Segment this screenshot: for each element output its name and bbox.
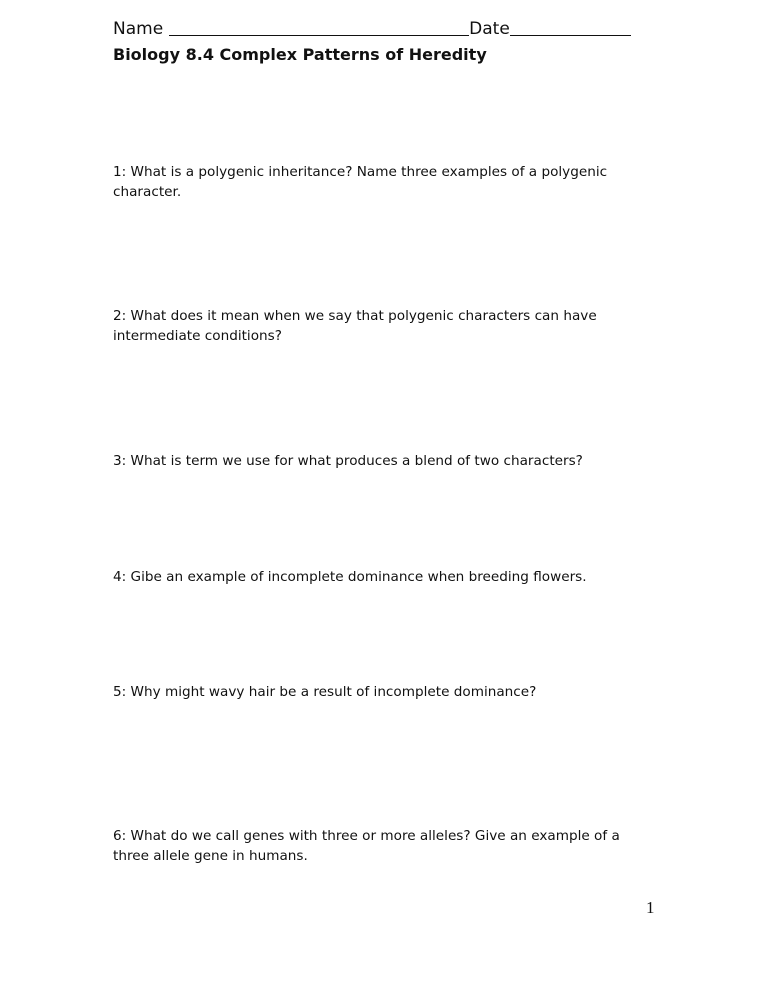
name-field[interactable] xyxy=(169,19,469,36)
question-5: 5: Why might wavy hair be a result of incomplete dominance? xyxy=(113,684,537,700)
question-3: 3: What is term we use for what produces a blend of two characters? xyxy=(113,453,583,469)
date-label: Date xyxy=(469,19,510,39)
date-field[interactable] xyxy=(510,19,631,36)
question-6: 6: What do we call genes with three or more alleles? Give an example of a three allele gene in humans. xyxy=(113,828,620,864)
question-4: 4: Gibe an example of incomplete dominance when breeding flowers. xyxy=(113,569,587,585)
page-number: 1 xyxy=(646,898,655,917)
worksheet-title: Biology 8.4 Complex Patterns of Heredity xyxy=(113,45,487,64)
question-1: 1: What is a polygenic inheritance? Name three examples of a polygenic character. xyxy=(113,164,608,200)
name-date-header xyxy=(113,19,673,39)
question-2: 2: What does it mean when we say that polygenic characters can have intermediate conditions? xyxy=(113,308,597,344)
name-label: Name xyxy=(113,19,164,39)
